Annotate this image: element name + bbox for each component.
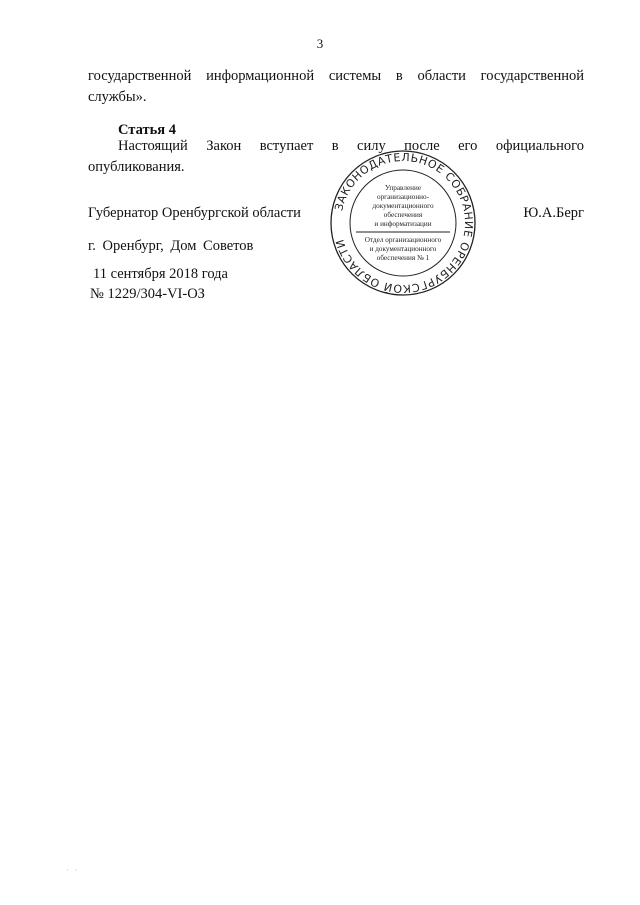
seal-inner-line: организационно-	[376, 193, 430, 201]
official-seal	[328, 148, 478, 298]
article-title: Статья 4	[118, 122, 176, 138]
scan-mark: · ·	[66, 866, 80, 875]
signing-date: 11 сентября 2018 года	[93, 266, 228, 282]
seal-inner-line: обеспечения	[383, 211, 423, 219]
seal-inner-line: и информатизации	[374, 220, 432, 228]
article-line: опубликования.	[88, 159, 185, 175]
article-line: Настоящий Закон вступает в силу после его официального	[118, 138, 584, 154]
paragraph-line: государственной информационной системы в области государственной	[88, 68, 584, 84]
seal-inner-line: Отдел организационного	[364, 236, 442, 244]
paragraph-line: службы».	[88, 89, 147, 105]
page-number: 3	[316, 36, 324, 51]
paragraph-continuation	[88, 66, 584, 108]
signing-place: г. Оренбург, Дом Советов	[88, 238, 254, 254]
signatory-name: Ю.А.Берг	[523, 205, 584, 221]
seal-inner-line: и документационного	[369, 245, 437, 253]
law-number: № 1229/304-VI-ОЗ	[90, 286, 205, 302]
seal-inner-line: Управление	[384, 184, 422, 192]
seal-inner-line: документационного	[372, 202, 434, 210]
seal-inner-line: обеспечения № 1	[376, 254, 430, 262]
seal-outer-text: ЗАКОНОДАТЕЛЬНОЕ СОБРАНИЕ ОРЕНБУРГСКОЙ ОБЛАСТИ	[332, 150, 476, 296]
signatory-position: Губернатор Оренбургской области	[88, 205, 301, 221]
